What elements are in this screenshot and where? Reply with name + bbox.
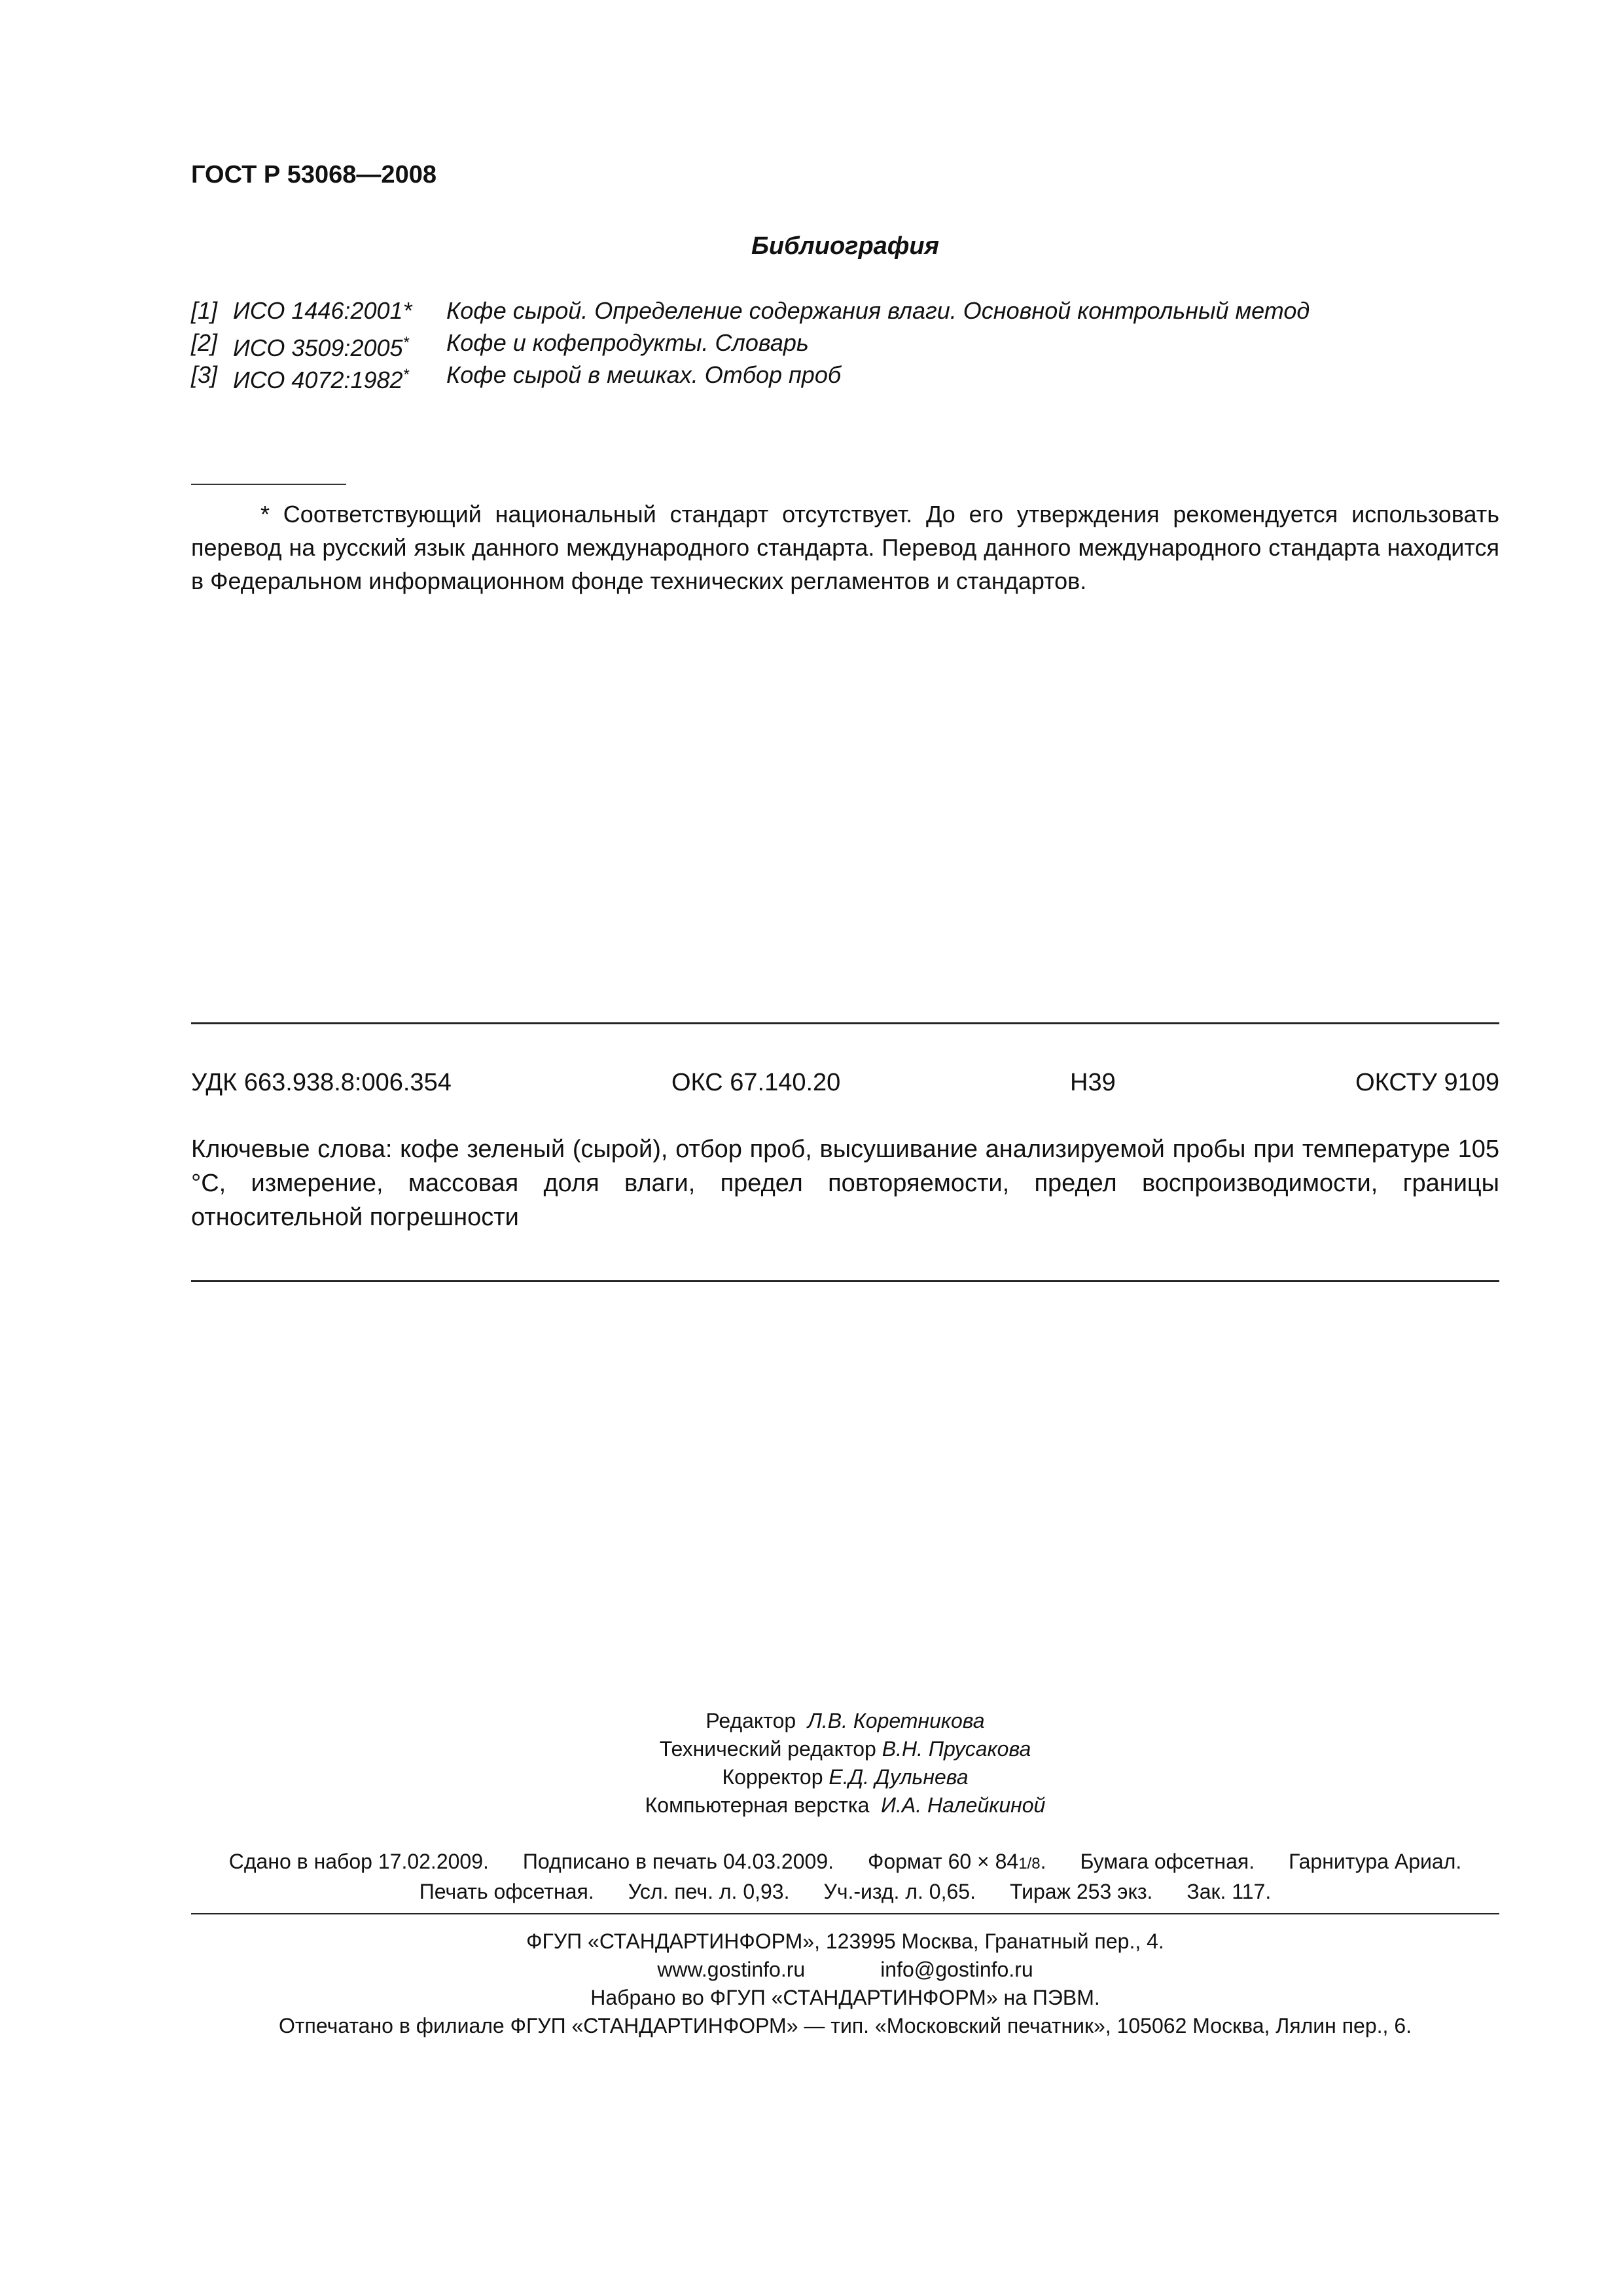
layout-label: Компьютерная верстка <box>645 1793 870 1817</box>
tech-editor-line <box>191 1735 1499 1763</box>
format-label: Формат 60 × 84 <box>868 1850 1019 1873</box>
typeface: Гарнитура Ариал. <box>1289 1850 1462 1873</box>
editor-name: Л.В. Коретникова <box>807 1709 985 1732</box>
entry-number: [1] <box>191 297 218 324</box>
publisher-address: ФГУП «СТАНДАРТИНФОРМ», 123995 Москва, Гранатный пер., 4. <box>526 1929 1164 1953</box>
entry-code: ИСО 1446:2001* <box>233 297 412 324</box>
editor-label: Редактор <box>705 1709 796 1732</box>
signed-date: Подписано в печать 04.03.2009. <box>522 1850 834 1873</box>
udc-code: УДК 663.938.8:006.354 <box>191 1069 452 1096</box>
classification-row <box>191 1069 1499 1102</box>
section-divider-bottom <box>191 1280 1499 1282</box>
conventional-sheets: Усл. печ. л. 0,93. <box>628 1880 790 1903</box>
printing-method: Печать офсетная. <box>419 1880 594 1903</box>
order-number: Зак. 117. <box>1186 1880 1272 1903</box>
editor-line <box>191 1707 1499 1735</box>
bibliography-list <box>191 295 1500 391</box>
publisher-block <box>191 1928 1499 2040</box>
group-code: Н39 <box>1070 1069 1116 1096</box>
proofreader-name: Е.Д. Дульнева <box>829 1765 969 1789</box>
proofreader-line <box>191 1763 1499 1791</box>
oks-code: ОКС 67.140.20 <box>671 1069 841 1096</box>
publisher-contacts <box>191 1956 1499 1984</box>
bibliography-entry <box>191 327 1500 359</box>
entry-title: Кофе и кофепродукты. Словарь <box>446 329 809 356</box>
tech-editor-label: Технический редактор <box>659 1737 876 1761</box>
layout-name: И.А. Налейкиной <box>881 1793 1046 1817</box>
typeset-date: Сдано в набор 17.02.2009. <box>228 1850 489 1873</box>
paper-type: Бумага офсетная. <box>1080 1850 1255 1873</box>
publisher-email[interactable]: info@gostinfo.ru <box>880 1958 1033 1981</box>
bibliography-entry <box>191 295 1500 327</box>
entry-title: Кофе сырой в мешках. Отбор проб <box>446 361 842 388</box>
entry-code-text: ИСО 3509:2005 <box>233 334 403 361</box>
typeset-note: Набрано во ФГУП «СТАНДАРТИНФОРМ» на ПЭВМ. <box>590 1986 1100 2009</box>
layout-line <box>191 1791 1499 1820</box>
print-info-line-2 <box>191 1878 1499 1906</box>
credits-block <box>191 1707 1499 1820</box>
footnote-text: * Соответствующий национальный стандарт отсутствует. До его утверждения рекомендуется использовать перевод на русский язык данного международного стандарта. Перевод данного международного стандарта находится в Федеральном информационном фонде технических регламентов и стандартов. <box>191 501 1499 594</box>
entry-code <box>233 359 409 396</box>
footnote-divider <box>191 484 346 485</box>
publisher-website[interactable]: www.gostinfo.ru <box>657 1958 806 1981</box>
section-divider-top <box>191 1022 1499 1024</box>
entry-title: Кофе сырой. Определение содержания влаги. Основной контрольный метод <box>446 297 1310 324</box>
footnote-mark: * <box>402 334 409 351</box>
keywords-text: Ключевые слова: кофе зеленый (сырой), отбор проб, высушивание анализируемой пробы при температуре 105 °С, измерение, массовая доля влаги, предел повторяемости, предел воспроизводимости, границы относительной погрешности <box>191 1136 1499 1231</box>
tech-editor-name: В.Н. Прусакова <box>882 1737 1031 1761</box>
proofreader-label: Корректор <box>722 1765 823 1789</box>
printed-note: Отпечатано в филиале ФГУП «СТАНДАРТИНФОРМ» — тип. «Московский печатник», 105062 Москва, Лялин пер., 6. <box>278 2014 1412 2037</box>
footnote-mark: * <box>402 366 409 384</box>
okstu-code: ОКСТУ 9109 <box>1355 1069 1499 1096</box>
entry-code-text: ИСО 4072:1982 <box>233 367 403 393</box>
publisher-sheets: Уч.-изд. л. 0,65. <box>823 1880 976 1903</box>
bibliography-title: Библиография <box>751 232 940 260</box>
standard-number: ГОСТ Р 53068—2008 <box>191 161 437 188</box>
print-info-line-1: Сдано в набор 17.02.2009. Подписано в печать 04.03.2009. Формат 60 × 841/8. Бумага офсетная. Гарнитура Ариал. <box>228 1850 1462 1873</box>
entry-number: [2] <box>191 329 218 356</box>
format-fraction: 1/8 <box>1018 1855 1041 1873</box>
publisher-divider <box>191 1913 1499 1914</box>
bibliography-entry <box>191 359 1500 391</box>
entry-number: [3] <box>191 361 218 388</box>
print-info-block <box>191 1848 1499 1906</box>
copies-count: Тираж 253 экз. <box>1009 1880 1153 1903</box>
